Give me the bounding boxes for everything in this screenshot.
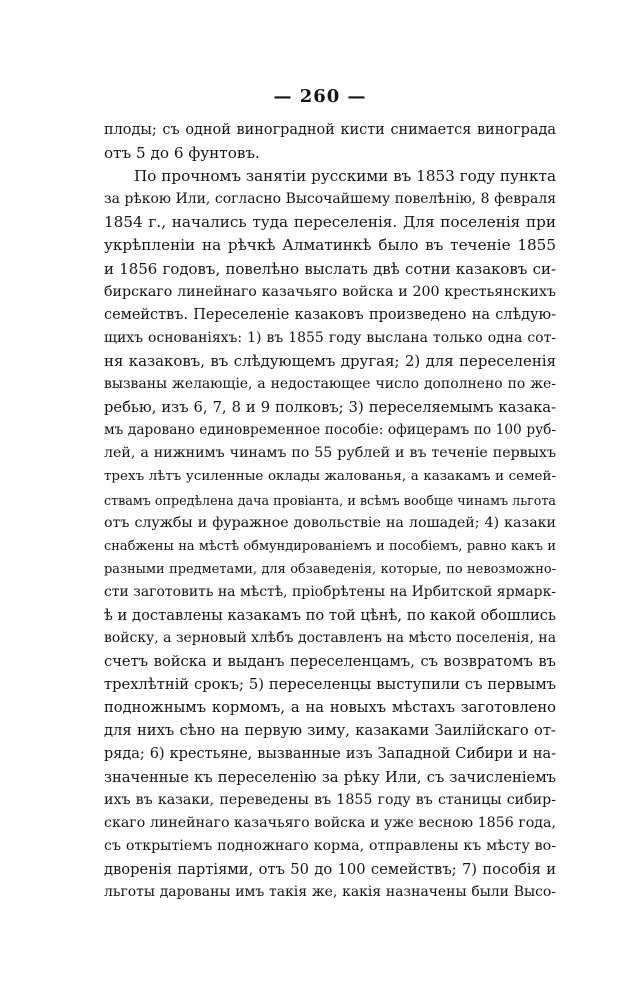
text-line: льготы дарованы имъ такія же, какія назначены были Высо- <box>104 884 556 901</box>
text-line: семействъ. Переселеніе казаковъ произведено на слѣдую- <box>104 306 556 323</box>
text-line: мъ даровано единовременное пособіе: офицерамъ по 100 руб- <box>104 422 556 439</box>
text-line: съ открытіемъ подножнаго корма, отправлены къ мѣсту во- <box>104 837 556 854</box>
text-line: за рѣкою Или, согласно Высочайшему повелѣнію, 8 февраля <box>104 191 556 208</box>
text-line: бирскаго линейнаго казачьяго войска и 200 крестьянскихъ <box>104 283 556 300</box>
text-line: значенные къ переселенію за рѣку Или, съ зачисленіемъ <box>104 768 556 786</box>
text-line: вызваны желающіе, а недостающее число дополнено по же- <box>104 376 556 393</box>
text-line: дворенія партіями, отъ 50 до 100 семействъ; 7) пособія и <box>104 861 556 878</box>
text-line: снабжены на мѣстѣ обмундированіемъ и пособіемъ, равно какъ и <box>104 538 556 554</box>
text-line: для нихъ сѣно на первую зиму, казаками Заилійскаго от- <box>104 722 556 740</box>
text-line: лей, а нижнимъ чинамъ по 55 рублей и въ теченіе первыхъ <box>104 445 556 462</box>
text-line: ихъ въ казаки, переведены въ 1855 году въ станицы сибир- <box>104 791 556 808</box>
text-line: разными предметами, для обзаведенія, которые, по невозможно- <box>104 561 556 577</box>
text-line: 1854 г., начались туда переселенія. Для поселенія при <box>104 213 556 232</box>
text-line: счетъ войска и выданъ переселенцамъ, съ возвратомъ въ <box>104 653 556 671</box>
text-line: подножнымъ кормомъ, а на новыхъ мѣстахъ заготовлено <box>104 699 556 717</box>
text-line: войску, а зерновый хлѣбъ доставленъ на мѣсто поселенія, на <box>104 630 556 647</box>
text-line: сти заготовить на мѣстѣ, пріобрѣтены на Ирбитской ярмарк- <box>104 583 556 600</box>
text-line: трехлѣтній срокъ; 5) переселенцы выступили съ первымъ <box>104 676 556 694</box>
text-line: скаго линейнаго казачьяго войска и уже весною 1856 года, <box>104 814 556 831</box>
text-line: и 1856 годовъ, повелѣно выслать двѣ сотни казаковъ си- <box>104 259 556 278</box>
text-line: ствамъ опредѣлена дача провіанта, и всѣмъ вообще чинамъ льгота <box>104 492 556 508</box>
text-line: трехъ лѣтъ усиленные оклады жалованья, а казакамъ и семей- <box>104 469 556 485</box>
text-line: ѣ и доставлены казакамъ по той цѣнѣ, по какой обошлись <box>104 606 556 624</box>
body-text <box>104 119 556 904</box>
text-line: отъ службы и фуражное довольствіе на лошадей; 4) казаки <box>104 514 556 531</box>
text-line: щихъ основаніяхъ: 1) въ 1855 году выслана только одна сот- <box>104 329 556 346</box>
text-line: плоды; съ одной виноградной кисти снимается винограда <box>104 122 556 138</box>
text-line: По прочномъ занятіи русскими въ 1853 году пункта <box>134 167 556 186</box>
text-line: укрѣпленіи на рѣчкѣ Алматинкѣ было въ теченіе 1855 <box>104 236 556 255</box>
text-line: ряда; 6) крестьяне, вызванные изъ Западной Сибири и на- <box>104 745 556 762</box>
text-line: отъ 5 до 6 фунтовъ. <box>104 144 260 163</box>
text-line: ня казаковъ, въ слѣдующемъ другая; 2) для переселенія <box>104 351 556 370</box>
page-number: — 260 — <box>273 86 367 107</box>
text-line: ребью, изъ 6, 7, 8 и 9 полковъ; 3) переселяемымъ казака- <box>104 399 556 417</box>
